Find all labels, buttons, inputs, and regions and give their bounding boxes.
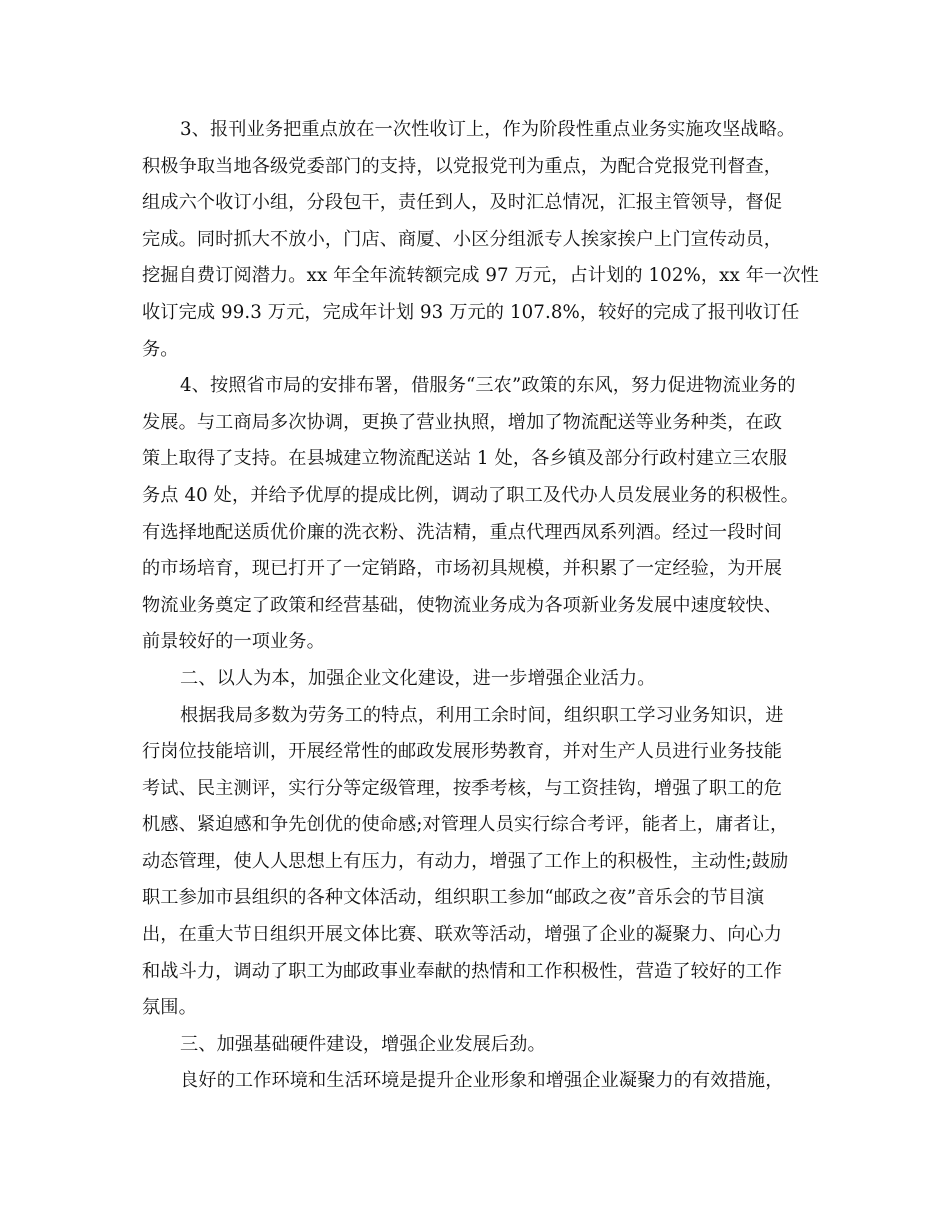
text-line: 考试、民主测评，实行分等定级管理，按季考核，与工资挂钩，增强了职工的危 [142, 777, 783, 799]
paragraph-work-environment [142, 1063, 808, 1100]
section-heading-infrastructure [142, 1027, 808, 1064]
text-line: 收订完成 99.3 万元，完成年计划 93 万元的 107.8%，较好的完成了报刊收订任 [142, 301, 800, 323]
text-line: 积极争取当地各级党委部门的支持，以党报党刊为重点，为配合党报党刊督查， [142, 155, 783, 177]
text-line: 职工参加市县组织的各种文体活动，组织职工参加“邮政之夜”音乐会的节目演 [142, 887, 765, 909]
text-line: 4、按照省市局的安排布署，借服务“三农”政策的东风，努力促进物流业务的 [180, 375, 796, 397]
text-line: 和战斗力，调动了职工为邮政事业奉献的热情和工作积极性，营造了较好的工作 [142, 960, 783, 982]
section-heading-people-oriented [142, 661, 808, 698]
text-line: 有选择地配送质优价廉的洗衣粉、洗洁精，重点代理西凤系列酒。经过一段时间 [142, 521, 783, 543]
text-line: 根据我局多数为劳务工的特点，利用工余时间，组织职工学习业务知识，进 [180, 704, 784, 726]
paragraph-staff-training [142, 698, 808, 1027]
text-line: 3、报刊业务把重点放在一次性收订上，作为阶段性重点业务实施攻坚战略。 [180, 119, 796, 140]
text-line: 物流业务奠定了政策和经营基础，使物流业务成为各项新业务发展中速度较快、 [142, 594, 783, 616]
text-line: 务点 40 处，并给予优厚的提成比例，调动了职工及代办人员发展业务的积极性。 [142, 484, 799, 506]
text-line: 发展。与工商局多次协调，更换了营业执照，增加了物流配送等业务种类，在政 [142, 411, 783, 433]
text-line: 组成六个收订小组，分段包干，责任到人，及时汇总情况，汇报主管领导，督促 [142, 192, 783, 214]
document-body [142, 112, 819, 1100]
text-line: 二、以人为本，加强企业文化建设，进一步增强企业活力。 [180, 667, 656, 689]
text-line: 的市场培育，现已打开了一定销路，市场初具规模，并积累了一定经验，为开展 [142, 558, 783, 580]
text-line: 完成。同时抓大不放小，门店、商厦、小区分组派专人挨家挨户上门宣传动员， [142, 228, 783, 250]
text-line: 挖掘自费订阅潜力。xx 年全年流转额完成 97 万元，占计划的 102%，xx 年一次性 [142, 265, 819, 287]
text-line: 行岗位技能培训，开展经常性的邮政发展形势教育，并对生产人员进行业务技能 [142, 741, 783, 763]
text-line: 良好的工作环境和生活环境是提升企业形象和增强企业凝聚力的有效措施， [180, 1070, 784, 1092]
text-line: 务。 [142, 338, 179, 360]
text-line: 策上取得了支持。在县城建立物流配送站 1 处，各乡镇及部分行政村建立三农服 [142, 448, 788, 470]
text-line: 动态管理，使人人思想上有压力，有动力，增强了工作上的积极性，主动性;鼓励 [142, 850, 789, 872]
text-line: 氛围。 [142, 997, 197, 1019]
text-line: 前景较好的一项业务。 [142, 631, 325, 653]
text-line: 机感、紧迫感和争先创优的使命感;对管理人员实行综合考评，能者上，庸者让， [142, 814, 789, 836]
text-line: 出，在重大节日组织开展文体比赛、联欢等活动，增强了企业的凝聚力、向心力 [142, 924, 783, 946]
paragraph-newspaper-subscription [142, 112, 819, 368]
paragraph-logistics [142, 368, 808, 661]
text-line: 三、加强基础硬件建设，增强企业发展后劲。 [180, 1033, 546, 1055]
